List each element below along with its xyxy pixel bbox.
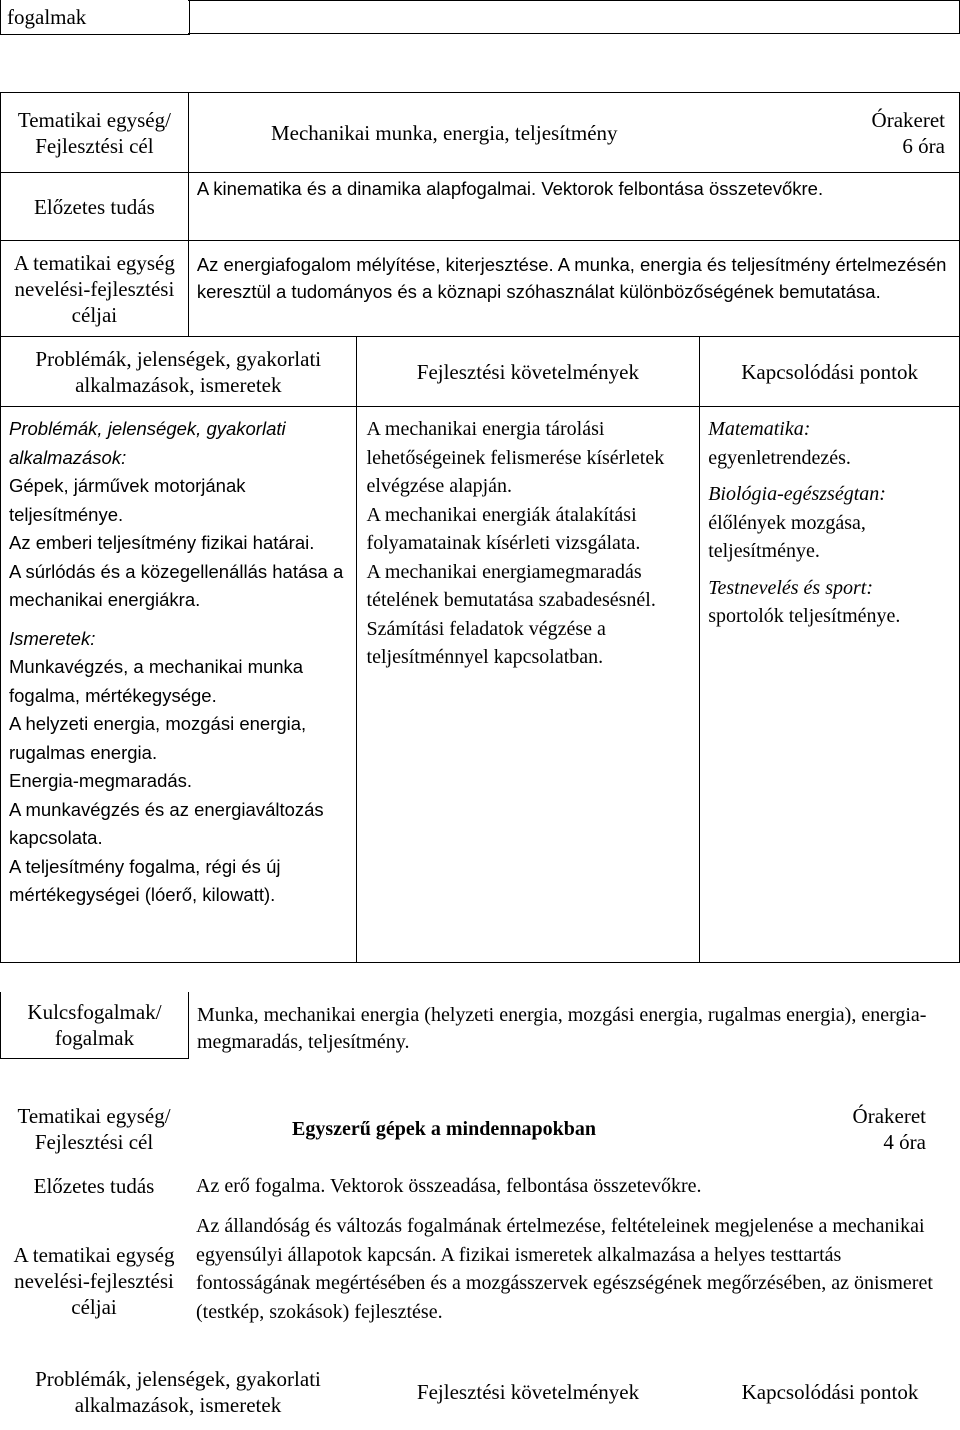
block2-unit-label: Tematikai egység/ Fejlesztési cél [17, 1104, 171, 1154]
block1-prior-knowledge-text: A kinematika és a dinamika alapfogalmai. Vektorok felbontása összetevőkre. [196, 178, 824, 199]
block1-requirement-item: A mechanikai energiamegmaradás tételének bemutatása szabadesésnél. [366, 560, 656, 611]
block1-prior-knowledge-label: Előzetes tudás [34, 194, 155, 219]
block1-requirement-item: A mechanikai energiák átalakítási folyamatainak kísérleti vizsgálata. [366, 503, 641, 554]
block2-goals-label-cell [0, 1206, 188, 1356]
block1-requirements-cell [356, 407, 700, 963]
block2-unit-label-cell [0, 1092, 188, 1166]
top-fragment-label: fogalmak [7, 5, 87, 29]
spacer [9, 615, 348, 625]
block2-title-cell [188, 1092, 700, 1166]
block1-problem-item: Az emberi teljesítmény fizikai határai. [9, 532, 315, 553]
block1-col3-header-cell [700, 337, 960, 407]
block1-connection-subject: Biológia-egészségtan: [708, 483, 886, 505]
block1-prior-label-cell [1, 173, 189, 241]
top-fragment-content-cell [188, 0, 960, 34]
spacer [708, 566, 951, 574]
block1-connection-subject: Matematika: [708, 418, 811, 440]
block1-problem-item: Gépek, járművek motorjának teljesítménye. [9, 475, 246, 525]
block1-connection-text: egyenletrendezés. [708, 446, 851, 469]
block2-col2-header-cell [356, 1356, 700, 1428]
block1-key-concepts-text: Munka, mechanikai energia (helyzeti energia, mozgási energia, rugalmas energia), energia-megmaradás, teljesítmény. [196, 1004, 927, 1053]
block2-col1-header-cell [0, 1356, 356, 1428]
block2-prior-label-cell [0, 1166, 188, 1206]
block1-hours-cell [700, 93, 960, 173]
block2-goals-label: A tematikai egység nevelési-fejlesztési céljai [13, 1243, 175, 1319]
block1-col3-header: Kapcsolódási pontok [741, 359, 918, 384]
block1-knowledge-heading: Ismeretek: [9, 627, 96, 649]
block1-col1-header: Problémák, jelenségek, gyakorlati alkalmazások, ismeretek [35, 346, 322, 397]
block1-requirement-item: A mechanikai energia tárolási lehetőségeinek felismerése kísérletek elvégzése alapján. [366, 418, 665, 497]
block1-hours-label: Órakeret [871, 107, 945, 132]
block1-knowledge-item: A teljesítmény fogalma, régi és új mértékegységei (lóerő, kilowatt). [9, 855, 281, 905]
block1-col1-header-cell [1, 337, 357, 407]
block1-unit-label-cell [1, 93, 189, 173]
block2-col3-header: Kapcsolódási pontok [741, 1380, 919, 1404]
block1-problems-cell [1, 407, 357, 963]
block1-key-concepts-text-cell [188, 992, 960, 1058]
block1-knowledge-item: Munkavégzés, a mechanikai munka fogalma, mértékegysége. [9, 656, 304, 706]
block2-prior-text-cell [188, 1166, 960, 1206]
block2-prior-knowledge-text: Az erő fogalma. Vektorok összeadása, felbontása összetevőkre. [196, 1174, 702, 1197]
block2-goals-text: Az állandóság és változás fogalmának értelmezése, feltételeinek megjelenése a mechanikai egyensúlyi állapotok kapcsán. A fizikai ismeretek alkalmazása a helyes testtartás fontosságának megértésében és a mozgásszervek egészségének megőrzésében, az önismeret (testkép, szokások) fejlesztése. [196, 1215, 933, 1323]
block1-connection-text: élőlények mozgása, teljesítménye. [708, 511, 866, 562]
block1-key-concepts-label-cell [1, 992, 189, 1058]
block1-key-concepts-label: Kulcsfogalmak/ fogalmak [27, 999, 162, 1050]
block1-problem-item: A súrlódás és a közegellenállás hatása a mechanikai energiákra. [9, 560, 344, 610]
block2-goals-text-cell [188, 1206, 960, 1356]
block1-unit-label: Tematikai egység/ Fejlesztési cél [17, 107, 171, 158]
spacer [708, 472, 951, 480]
block1-key-concepts-table [0, 992, 960, 1059]
block1-connection-subject: Testnevelés és sport: [708, 576, 873, 599]
block2-hours-cell [700, 1092, 960, 1166]
block1-title: Mechanikai munka, energia, teljesítmény [270, 120, 618, 145]
block2-title: Egyszerű gépek a mindennapokban [292, 1118, 596, 1140]
block1-requirement-item: Számítási feladatok végzése a teljesítménnyel kapcsolatban. [366, 617, 606, 668]
block1-title-cell [188, 93, 699, 173]
top-fragment-label-cell [0, 0, 190, 35]
block1-problems-heading: Problémák, jelenségek, gyakorlati alkalmazások: [9, 418, 286, 468]
block1-table [0, 92, 960, 963]
block2-prior-knowledge-label: Előzetes tudás [33, 1174, 155, 1198]
block1-hours-value: 6 óra [902, 133, 945, 158]
block1-goals-label-cell [1, 241, 189, 337]
block1-knowledge-item: A helyzeti energia, mozgási energia, rugalmas energia. [9, 713, 307, 763]
block1-knowledge-item: A munkavégzés és az energiaváltozás kapcsolata. [9, 798, 324, 848]
block2-hours-label: Órakeret [852, 1104, 926, 1128]
block2-col3-header-cell [700, 1356, 960, 1428]
block1-prior-text-cell [188, 173, 959, 241]
block2-hours-value: 4 óra [883, 1130, 926, 1154]
block1-knowledge-item: Energia-megmaradás. [9, 770, 193, 791]
block1-connections-cell [700, 407, 960, 963]
block2-col2-header: Fejlesztési követelmények [416, 1380, 640, 1404]
block1-col2-header-cell [356, 337, 700, 407]
block2-table [0, 1092, 960, 1428]
block1-connection-text: sportolók teljesítménye. [708, 605, 901, 627]
block1-goals-label: A tematikai egység nevelési-fejlesztési céljai [13, 250, 175, 327]
block2-col1-header: Problémák, jelenségek, gyakorlati alkalmazások, ismeretek [35, 1367, 321, 1417]
block1-goals-text-cell [188, 241, 959, 337]
block1-col2-header: Fejlesztési követelmények [416, 359, 639, 384]
block1-goals-text: Az energiafogalom mélyítése, kiterjesztése. A munka, energia és teljesítmény értelmezésén keresztül a tudományos és a köznapi szóhasználat különbözőségének bemutatása. [196, 254, 947, 302]
